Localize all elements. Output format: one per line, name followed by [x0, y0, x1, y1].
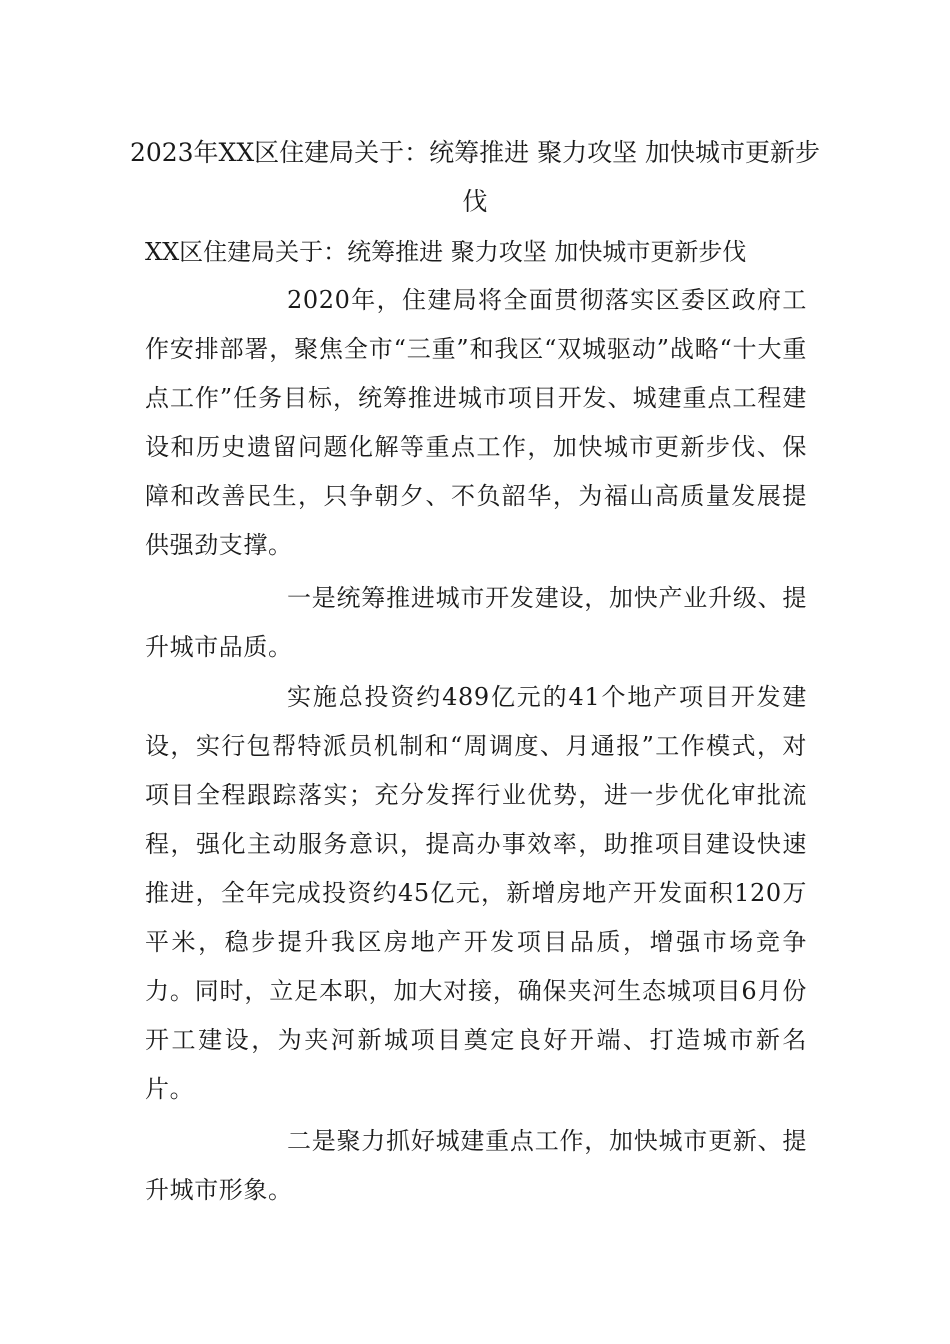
document-subtitle: XX区住建局关于：统筹推进 聚力攻坚 加快城市更新步伐 [145, 238, 747, 266]
paragraph-point-one-detail: 实施总投资约489亿元的41个地产项目开发建设，实行包帮特派员机制和“周调度、月通报”工作模式，对项目全程跟踪落实；充分发挥行业优势，进一步优化审批流程，强化主动服务意识，提高办事效率，助推项目建设快速推进，全年完成投资约45亿元，新增房地产开发面积120万平米，稳步提升我区房地产开发项目品质，增强市场竞争力。同时，立足本职，加大对接，确保夹河生态城项目6月份开工建设，为夹河新城项目奠定良好开端、打造城市新名片。 [145, 683, 807, 1103]
paragraph-point-two: 二是聚力抓好城建重点工作，加快城市更新、提升城市形象。 [145, 1127, 807, 1204]
paragraph-point-one: 一是统筹推进城市开发建设，加快产业升级、提升城市品质。 [145, 584, 807, 661]
document-title: 2023年XX区住建局关于：统筹推进 聚力攻坚 加快城市更新步伐 [129, 138, 821, 216]
paragraph-intro: 2020年，住建局将全面贯彻落实区委区政府工作安排部署，聚焦全市“三重”和我区“双城驱动”战略“十大重点工作”任务目标，统筹推进城市项目开发、城建重点工程建设和历史遗留问题化解等重点工作，加快城市更新步伐、保障和改善民生，只争朝夕、不负韶华，为福山高质量发展提供强劲支撑。 [145, 286, 807, 559]
